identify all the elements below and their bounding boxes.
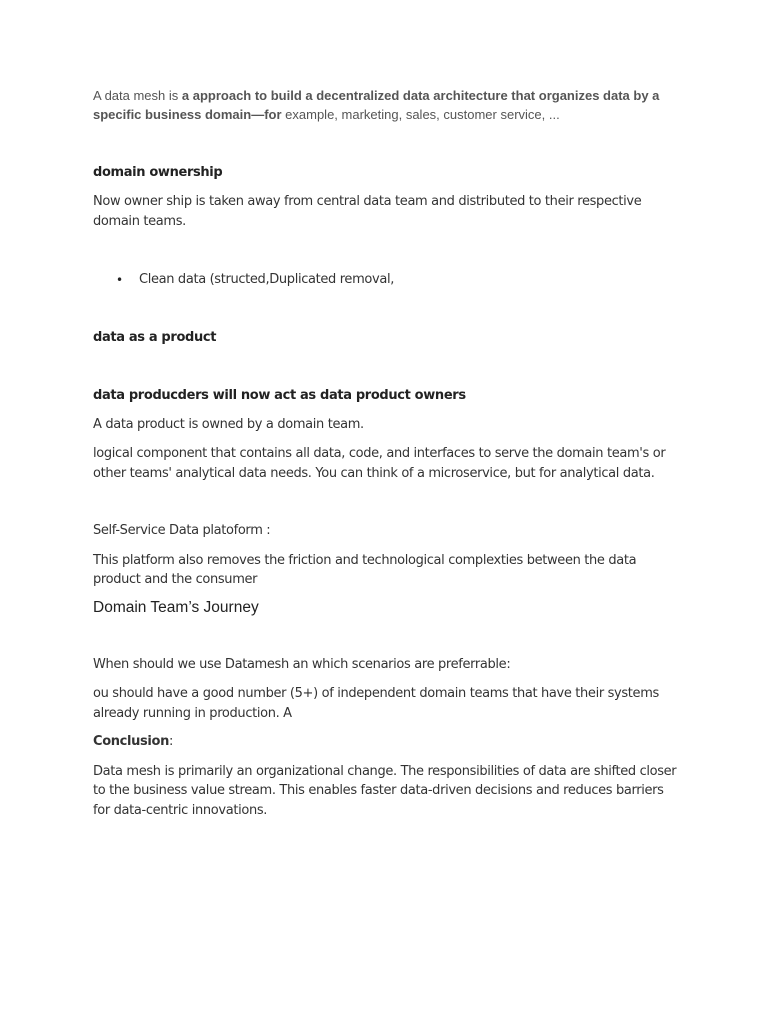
- bullet-icon: •: [116, 272, 124, 287]
- conclusion-text: Data mesh is primarily an organizational change. The responsibilities of data are shifted closer to the business value stream. This enables faster data-driven decisions and reduces barriers for data-centric innovations.: [93, 763, 677, 818]
- data-as-product-heading: data as a product: [93, 329, 217, 345]
- bullet-text: Clean data (structed,Duplicated removal,: [139, 272, 394, 287]
- when-to-use-question: When should we use Datamesh an which scenarios are preferrable:: [93, 656, 511, 672]
- document-page: [93, 86, 683, 820]
- conclusion-heading-line: [93, 732, 683, 752]
- logical-component-text: logical component that contains all data, code, and interfaces to serve the domain team's or other teams' analytical data needs. You can think of a microservice, but for analytical data.: [93, 446, 666, 481]
- self-service-heading: Self-Service Data platoform :: [93, 523, 271, 538]
- domain-ownership-heading: domain ownership: [93, 165, 223, 180]
- intro-paragraph: [93, 86, 683, 124]
- domain-ownership-text: Now owner ship is taken away from central data team and distributed to their respective domain teams.: [93, 194, 642, 229]
- intro-text-bold: a approach to build a decentralized data architecture that organizes data by a specific business domain—for: [93, 88, 660, 122]
- domain-team-journey-heading: Domain Team’s Journey: [93, 598, 259, 616]
- conclusion-colon: :: [169, 734, 174, 749]
- data-product-owned-text: A data product is owned by a domain team.: [93, 416, 364, 432]
- bullet-list-item: [93, 270, 683, 290]
- when-to-use-text: ou should have a good number (5+) of independent domain teams that have their systems already running in production. A: [93, 686, 659, 721]
- intro-text-end: example, marketing, sales, customer service, ...: [281, 107, 560, 122]
- data-producers-subheading: data producders will now act as data product owners: [93, 387, 466, 403]
- self-service-text: This platform also removes the friction and technological complexties between the data product and the consumer: [93, 552, 637, 587]
- conclusion-label: Conclusion: [93, 734, 170, 749]
- intro-text-start: A data mesh is: [93, 88, 182, 103]
